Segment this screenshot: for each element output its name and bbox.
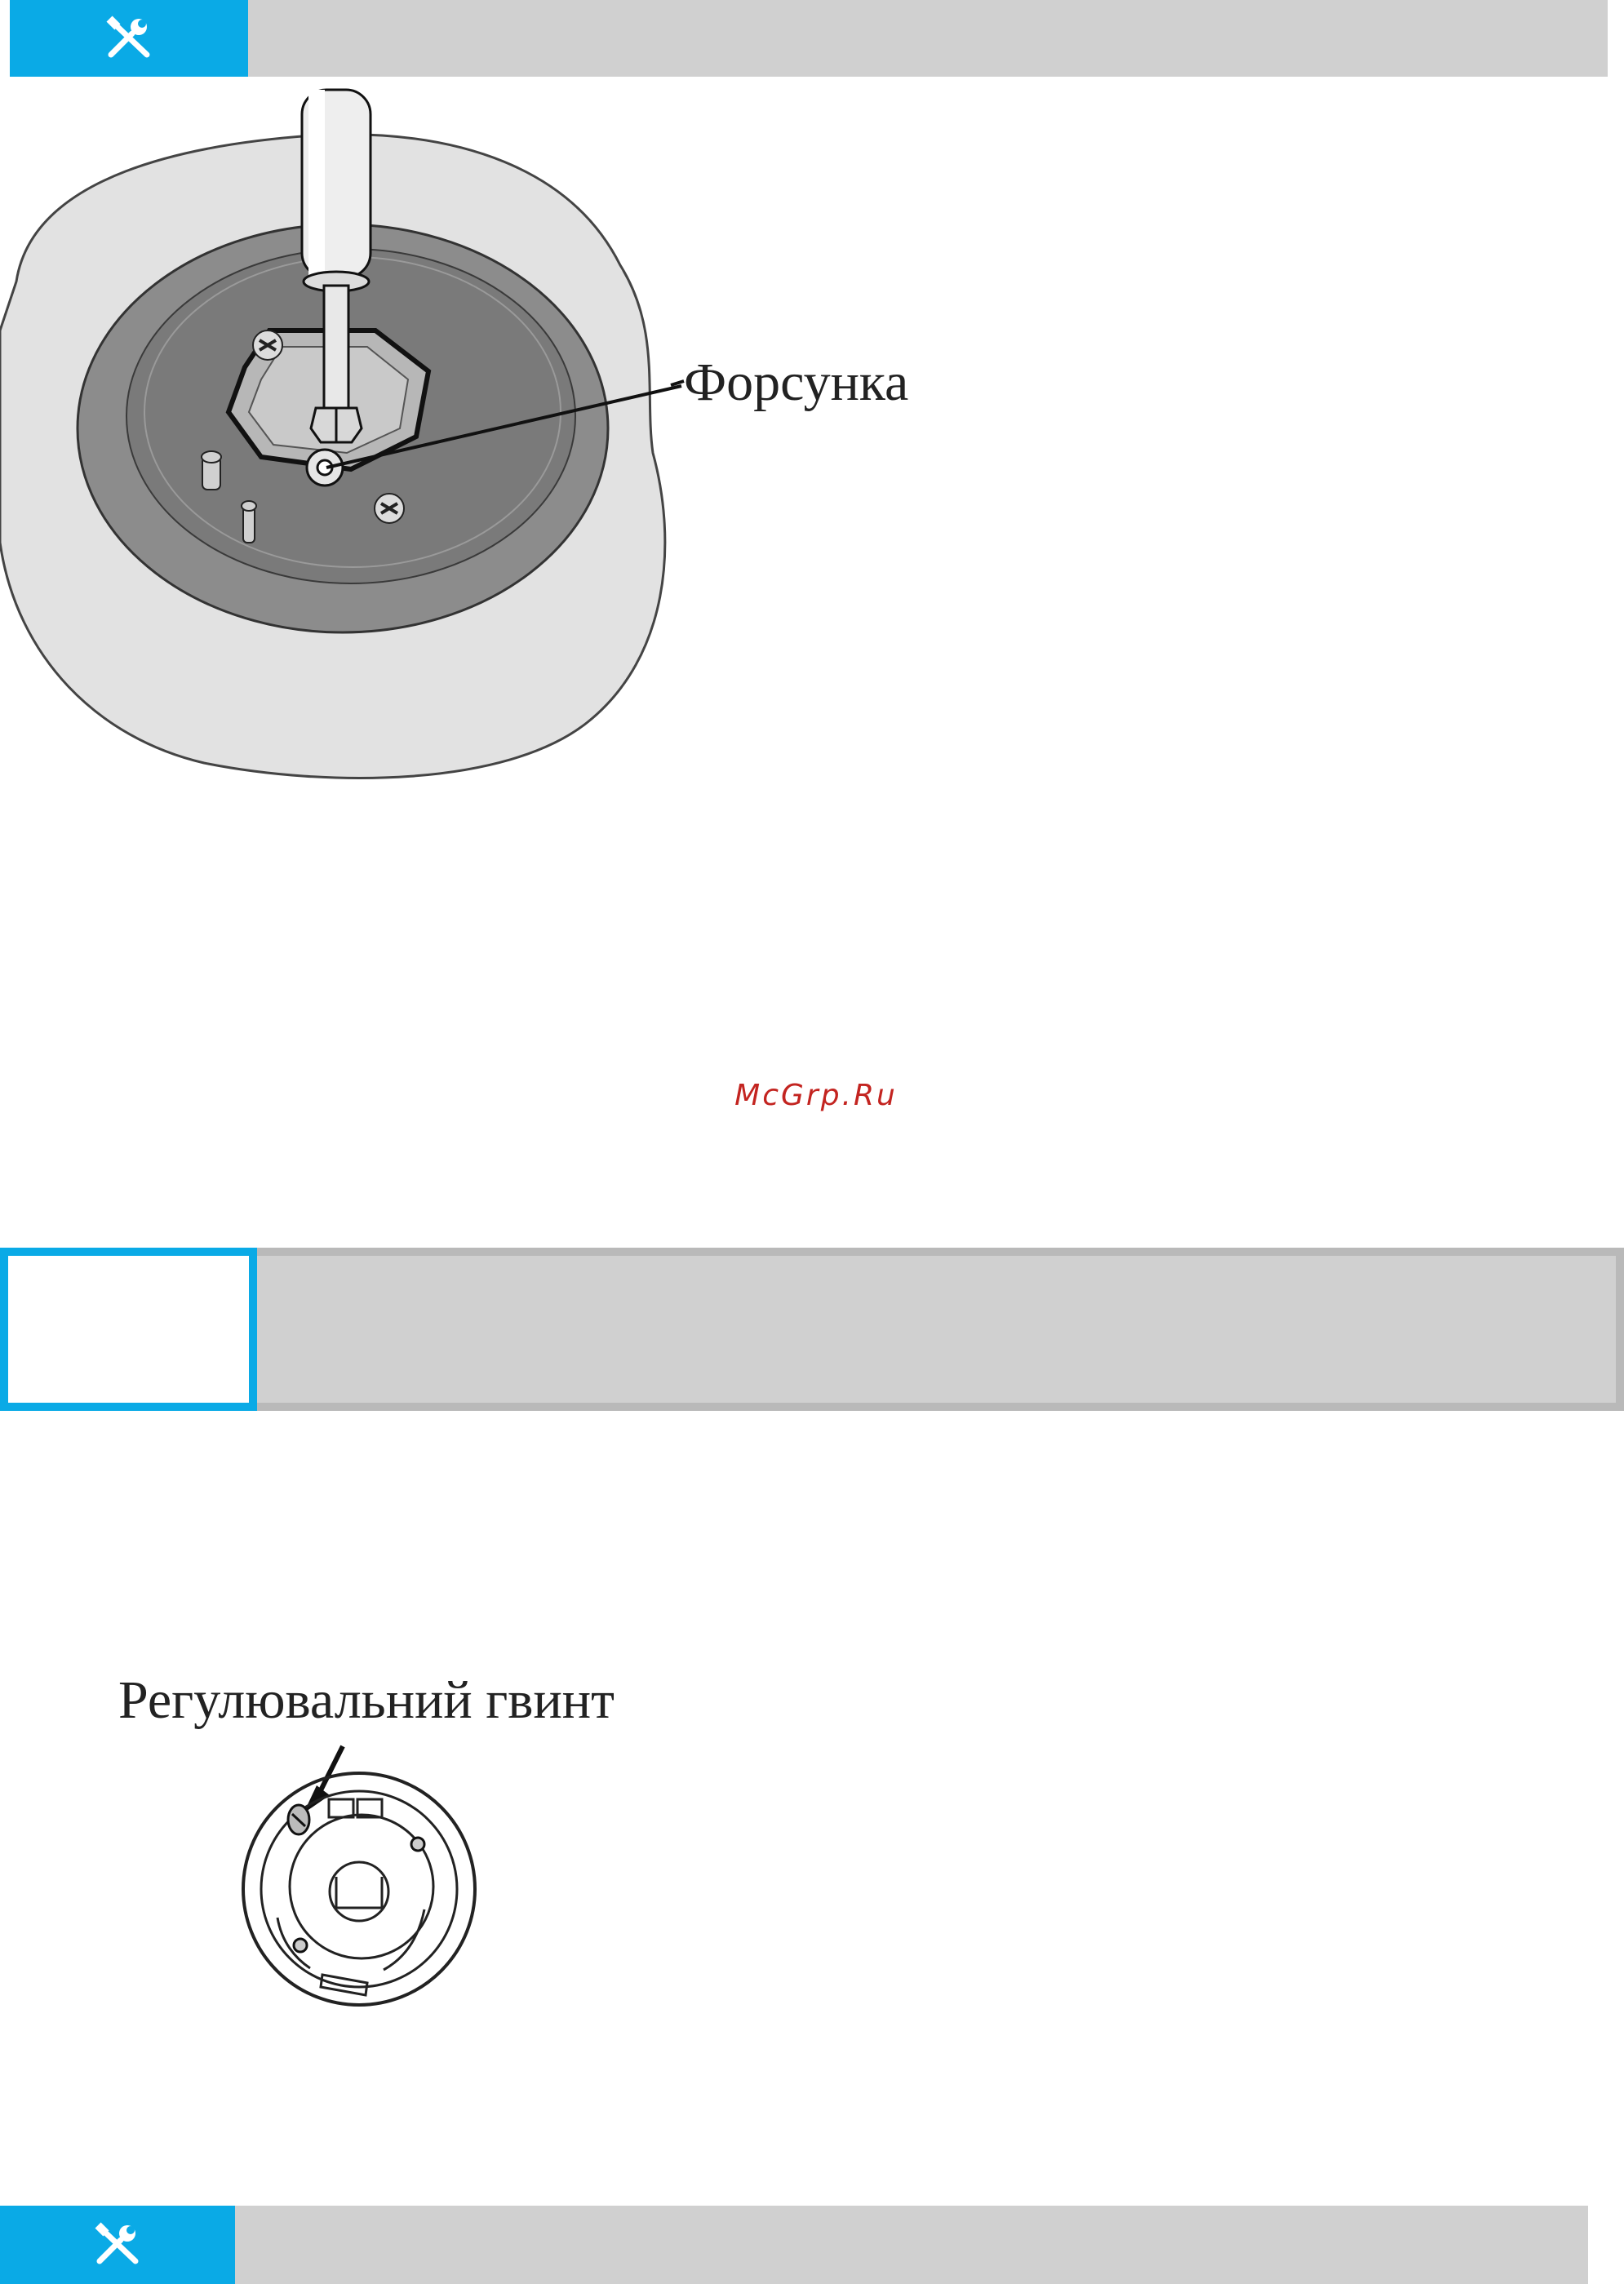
section-tab <box>0 1248 257 1411</box>
thermocouple <box>242 501 256 543</box>
injector-label: Форсунка <box>684 353 909 412</box>
page-header-band <box>10 0 1608 77</box>
valve-body <box>243 1773 475 2005</box>
footer-tab <box>0 2206 235 2284</box>
header-tab <box>10 0 248 77</box>
screw <box>253 330 282 360</box>
tools-icon <box>103 16 155 61</box>
section-tab-inner <box>8 1256 249 1403</box>
valve-adjusting-screw-illustration <box>114 1665 653 2032</box>
adjusting-screw-label: Регулювальний гвинт <box>118 1670 615 1730</box>
page-footer-band <box>0 2206 1588 2284</box>
adjusting-screw <box>288 1805 309 1834</box>
watermark-text: McGrp.Ru <box>734 1079 898 1112</box>
injector-nozzle <box>307 450 343 486</box>
adjusting-screw-arrow <box>318 1746 343 1795</box>
section-bar <box>257 1256 1616 1403</box>
burner-injector-illustration <box>0 86 938 796</box>
tools-icon <box>91 2222 144 2268</box>
screw <box>375 494 404 523</box>
section-header-band <box>0 1248 1624 1411</box>
header-bar <box>248 0 1608 77</box>
electrode <box>202 451 221 490</box>
footer-bar <box>235 2206 1588 2284</box>
